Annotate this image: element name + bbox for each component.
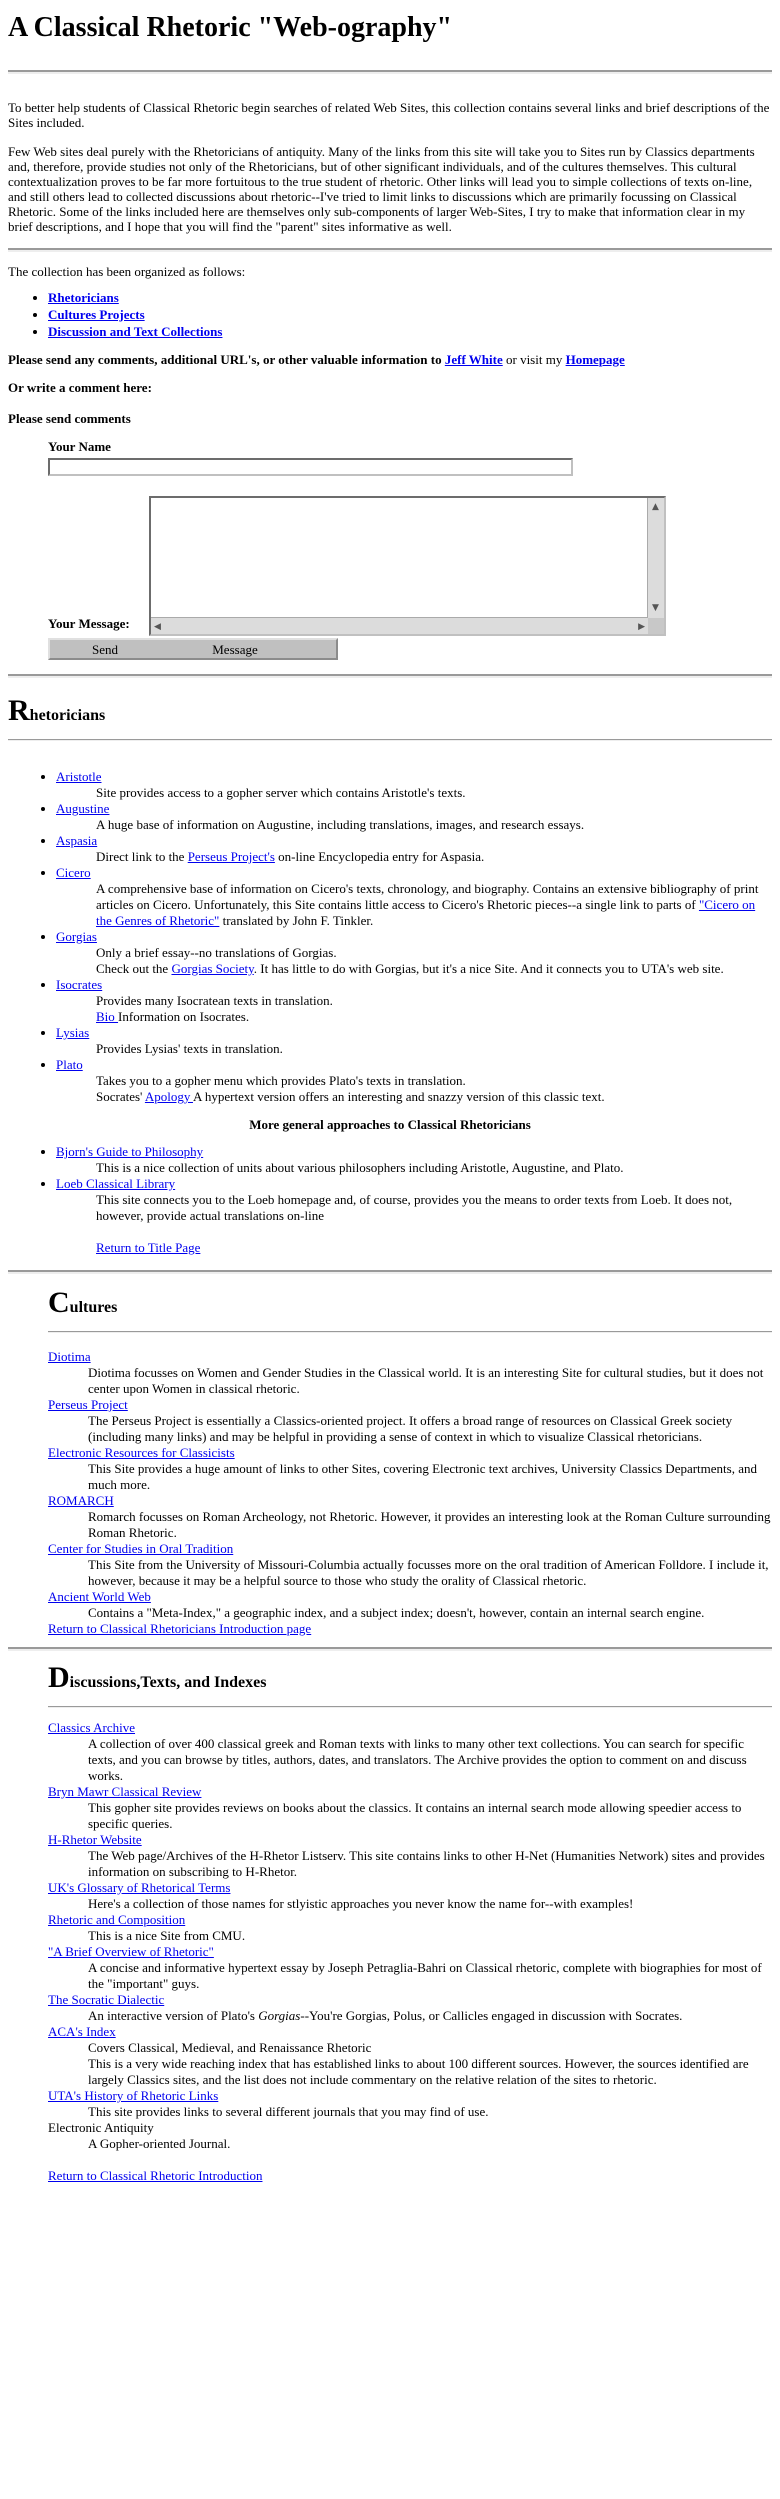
return-to-intro-link[interactable]: Return to Classical Rhetoricians Introduction page	[48, 1621, 312, 1636]
page	[0, 12, 780, 2183]
return-to-introduction-link[interactable]: Return to Classical Rhetoric Introduction	[48, 2168, 263, 2183]
send-message-button[interactable]	[48, 638, 338, 660]
site-description: Romarch focusses on Roman Archeology, not Rhetoric. However, it provides an interesting look at the Roman Culture surrounding Roman Rhetoric.	[88, 1509, 771, 1540]
list-item	[48, 1944, 772, 1960]
site-link-plato[interactable]: Plato	[56, 1057, 83, 1072]
site-description	[88, 2008, 772, 2024]
gorgias-society-link[interactable]: Gorgias Society	[171, 961, 254, 976]
contact-line	[8, 352, 772, 367]
site-description: A huge base of information on Augustine, including translations, images, and research essays.	[96, 817, 585, 832]
divider	[8, 674, 772, 678]
section-initial: D	[48, 1661, 70, 1694]
section-title-text: hetoricians	[29, 707, 106, 724]
site-description: Provides many Isocratean texts in translation.	[96, 993, 333, 1008]
site-description: This site provides links to several different journals that you may find of use.	[88, 2104, 489, 2119]
section-title-text: ultures	[69, 1299, 118, 1316]
site-description	[96, 1009, 772, 1025]
site-link-gorgias[interactable]: Gorgias	[56, 929, 97, 944]
scroll-right-icon[interactable]: ▶	[638, 622, 645, 632]
site-description: This is a nice collection of units about various philosophers including Aristotle, Augustine, and Plato.	[96, 1160, 624, 1175]
scroll-up-icon[interactable]: ▲	[652, 502, 659, 512]
cicero-genres-link[interactable]: "Cicero on the Genres of Rhetoric"	[96, 897, 756, 928]
homepage-link[interactable]: Homepage	[565, 352, 625, 367]
site-description: This is a nice Site from CMU.	[88, 1928, 246, 1943]
site-description: This is a very wide reaching index that has established links to about 100 different sources. However, the sources identified are largely Classics sites, and the list does not include commentary on the relative relation of the sites to rhetoric.	[88, 2056, 749, 2087]
rhetoricians-list	[8, 769, 772, 1105]
site-description: Provides Lysias' texts in translation.	[96, 1041, 283, 1056]
list-item	[48, 1912, 772, 1928]
cultures-section	[8, 1288, 772, 1323]
section-initial: C	[48, 1286, 70, 1319]
toc-link-discussions[interactable]: Discussion and Text Collections	[48, 324, 223, 339]
site-link-romarch[interactable]: ROMARCH	[48, 1493, 114, 1508]
site-link-uk-glossary[interactable]: UK's Glossary of Rhetorical Terms	[48, 1880, 231, 1895]
vertical-scrollbar[interactable]	[647, 498, 664, 618]
desc-text: . It has little to do with Gorgias, but it's a nice Site. And it connects you to UTA's web site.	[253, 961, 724, 976]
page-title: A Classical Rhetoric "Web-ography"	[8, 12, 453, 43]
divider	[8, 70, 772, 74]
or-comment-label: Or write a comment here:	[8, 380, 152, 395]
toc-item	[48, 289, 772, 306]
perseus-link[interactable]: Perseus Project's	[187, 849, 275, 864]
desc-text: An interactive version of Plato's	[88, 2008, 259, 2023]
section-title-rhetoricians	[8, 696, 772, 731]
site-description	[96, 961, 772, 977]
name-label: Your Name	[48, 439, 111, 454]
toc-item	[48, 323, 772, 340]
toc-lead: The collection has been organized as follows:	[8, 264, 246, 279]
desc-text: Information on Isocrates.	[118, 1009, 250, 1024]
scroll-left-icon[interactable]: ◀	[154, 622, 161, 632]
site-description: The Web page/Archives of the H-Rhetor Listserv. This site contains links to other H-Net (Humanities Network) sites and provides information on subscribing to H-Rhetor.	[88, 1848, 765, 1879]
site-description: The Perseus Project is essentially a Classics-oriented project. It offers a broad range of resources on Classical Greek society (including many links) and may be helpful in providing a sense of context in which to visualize Classical rhetoricians.	[88, 1413, 733, 1444]
site-description	[96, 881, 772, 929]
site-description: Only a brief essay--no translations of Gorgias.	[96, 945, 337, 960]
list-item-plain: Electronic Antiquity	[48, 2120, 154, 2135]
intro-paragraph-2: Few Web sites deal purely with the Rhetoricians of antiquity. Many of the links from this site will take you to Sites run by Classics departments and, therefore, provide studies not only of the Rhetoricians, but of other significant individuals, and of the cultures themselves. This cultural contextualization proves to be far more fortuitous to the true student of rhetoric. Other links will lead you to simple collections of texts on-line, and still others lead to collected discussions about rhetoric--I've tried to limit links to discussions which are primarily focussing on Classical Rhetoric. Some of the links included here are themselves only sub-components of larger Web-Sites, I try to make that information clear in my brief descriptions, and I hope that you will find the "parent" sites informative as well.	[8, 144, 755, 234]
list-item	[48, 1784, 772, 1800]
general-list	[8, 1144, 772, 1256]
list-item	[48, 1397, 772, 1413]
site-link-oral-tradition[interactable]: Center for Studies in Oral Tradition	[48, 1541, 234, 1556]
list-item	[56, 833, 772, 865]
discussions-list	[8, 1720, 772, 2152]
site-link-uta-history[interactable]: UTA's History of Rhetoric Links	[48, 2088, 219, 2103]
message-row	[8, 486, 772, 636]
comment-form	[48, 439, 772, 476]
site-description: Site provides access to a gopher server which contains Aristotle's texts.	[96, 785, 466, 800]
scroll-down-icon[interactable]: ▼	[652, 603, 659, 613]
list-item	[56, 769, 772, 801]
site-link-isocrates[interactable]: Isocrates	[56, 977, 103, 992]
send-button-label: Send	[92, 641, 118, 657]
list-item	[48, 1720, 772, 1736]
site-description: A Gopher-oriented Journal.	[88, 2136, 231, 2151]
list-item	[56, 929, 772, 977]
site-description: A collection of over 400 classical greek and Roman texts with links to many other text collections. You can search for specific texts, and you can browse by titles, authors, dates, and translators. The Archive provides the option to comment on and discuss works.	[88, 1736, 747, 1783]
site-description: This site connects you to the Loeb homepage and, of course, provides you the means to order texts from Loeb. It does not, however, provide actual translations on-line	[96, 1192, 733, 1223]
site-description: This gopher site provides reviews on books about the classics. It contains an internal search mode allowing speedier access to specific queries.	[88, 1800, 742, 1831]
site-link-loeb[interactable]: Loeb Classical Library	[56, 1176, 176, 1191]
toc-link-cultures[interactable]: Cultures Projects	[48, 307, 145, 322]
list-item	[48, 1541, 772, 1557]
horizontal-scrollbar[interactable]	[151, 617, 648, 634]
list-item	[48, 1445, 772, 1461]
list-item	[48, 1493, 772, 1509]
site-link-augustine[interactable]: Augustine	[56, 801, 110, 816]
toc-link-rhetoricians[interactable]: Rhetoricians	[48, 290, 119, 305]
contact-middle: or visit my	[502, 352, 566, 367]
site-link-brief-overview[interactable]: "A Brief Overview of Rhetoric"	[48, 1944, 214, 1959]
scroll-corner	[648, 618, 664, 634]
site-description: Here's a collection of those names for stlyistic approaches you never know the name for--with examples!	[88, 1896, 634, 1911]
divider	[8, 248, 772, 252]
general-approaches-heading: More general approaches to Classical Rhetoricians	[249, 1117, 531, 1132]
desc-text: A comprehensive base of information on Cicero's texts, chronology, and biography. Contains an extensive bibliography of print articles on Cicero. Unfortunately, this Site contains little access to Cicero's Rhetoric pieces--a single link to parts of	[96, 881, 759, 912]
contact-text: Please send any comments, additional URL's, or other valuable information to	[8, 352, 445, 367]
list-item	[48, 1621, 772, 1637]
list-item	[56, 1176, 772, 1256]
site-link-bjorns-guide[interactable]: Bjorn's Guide to Philosophy	[56, 1144, 204, 1159]
message-textarea[interactable]	[149, 496, 666, 636]
return-to-title-link[interactable]: Return to Title Page	[96, 1240, 201, 1255]
site-link-ancient-world-web[interactable]: Ancient World Web	[48, 1589, 151, 1604]
section-title-cultures	[48, 1288, 772, 1323]
site-link-socratic-dialectic[interactable]: The Socratic Dialectic	[48, 1992, 165, 2007]
section-title-discussions	[48, 1663, 772, 1698]
return-wrapper	[96, 1240, 772, 1256]
site-link-aca-index[interactable]: ACA's Index	[48, 2024, 116, 2039]
site-link-electronic-resources[interactable]: Electronic Resources for Classicists	[48, 1445, 235, 1460]
divider	[48, 1331, 772, 1333]
section-title-text: iscussions,Texts, and Indexes	[69, 1674, 267, 1691]
site-description: Takes you to a gopher menu which provides Plato's texts in translation.	[96, 1073, 466, 1088]
desc-text: --You're Gorgias, Polus, or Callicles engaged in discussion with Socrates.	[300, 2008, 683, 2023]
site-link-cicero[interactable]: Cicero	[56, 865, 91, 880]
list-item	[56, 1057, 772, 1105]
list-item	[56, 865, 772, 929]
site-link-diotima[interactable]: Diotima	[48, 1349, 91, 1364]
return-wrapper	[48, 2168, 772, 2183]
site-link-aristotle[interactable]: Aristotle	[56, 769, 102, 784]
list-item	[48, 1992, 772, 2008]
site-description	[96, 1089, 772, 1105]
list-item	[48, 2088, 772, 2104]
divider	[8, 1270, 772, 1274]
desc-text: Check out the	[96, 961, 172, 976]
list-item	[48, 1880, 772, 1896]
list-item	[56, 1025, 772, 1057]
send-button-label-2: Message	[212, 641, 258, 657]
section-initial: R	[8, 694, 30, 727]
site-link-classics-archive[interactable]: Classics Archive	[48, 1720, 136, 1735]
list-item	[56, 977, 772, 1025]
site-link-lysias[interactable]: Lysias	[56, 1025, 90, 1040]
site-link-aspasia[interactable]: Aspasia	[56, 833, 98, 848]
site-link-rhetoric-composition[interactable]: Rhetoric and Composition	[48, 1912, 186, 1927]
toc-item	[48, 306, 772, 323]
list-item	[48, 1832, 772, 1848]
toc-list	[8, 289, 772, 340]
desc-text: on-line Encyclopedia entry for Aspasia.	[274, 849, 485, 864]
desc-text: Direct link to the	[96, 849, 188, 864]
site-description: This Site provides a huge amount of links to other Sites, covering Electronic text archives, University Classics Departments, and much more.	[88, 1461, 757, 1492]
desc-text: A hypertext version offers an interesting and snazzy version of this classic text.	[192, 1089, 605, 1104]
desc-text: translated by John F. Tinkler.	[219, 913, 374, 928]
site-description: A concise and informative hypertext essay by Joseph Petraglia-Bahri on Classical rhetoric, complete with biographies for most of the "important" guys.	[88, 1960, 762, 1991]
desc-text: Socrates'	[96, 1089, 145, 1104]
intro-paragraph-1: To better help students of Classical Rhetoric begin searches of related Web Sites, this collection contains several links and brief descriptions of the Sites included.	[8, 100, 770, 130]
list-item	[56, 1144, 772, 1176]
cultures-list	[8, 1349, 772, 1637]
list-item	[48, 1589, 772, 1605]
name-input[interactable]	[48, 458, 573, 476]
apology-link[interactable]: Apology	[144, 1089, 193, 1104]
divider	[48, 1706, 772, 1708]
author-link[interactable]: Jeff White	[444, 352, 503, 367]
site-link-h-rhetor[interactable]: H-Rhetor Website	[48, 1832, 142, 1847]
list-item	[56, 801, 772, 833]
site-description: This Site from the University of Missouri-Columbia actually focusses more on the oral tradition of American Folldore. I include it, however, because it may be a helpful source to those who study the orality of Classical rhetoric.	[88, 1557, 769, 1588]
isocrates-bio-link[interactable]: Bio	[96, 1009, 119, 1024]
list-item	[48, 2024, 772, 2040]
please-send-label: Please send comments	[8, 411, 131, 426]
site-description	[96, 849, 772, 865]
discussions-section	[8, 1663, 772, 1698]
site-description: Diotima focusses on Women and Gender Studies in the Classical world. It is an interesting Site for cultural studies, but it does not center upon Women in classical rhetoric.	[88, 1365, 764, 1396]
site-link-bryn-mawr[interactable]: Bryn Mawr Classical Review	[48, 1784, 202, 1799]
divider	[8, 1647, 772, 1651]
site-description: Covers Classical, Medieval, and Renaissance Rhetoric	[88, 2040, 372, 2055]
site-link-perseus[interactable]: Perseus Project	[48, 1397, 128, 1412]
list-item	[48, 1349, 772, 1365]
message-label: Your Message:	[48, 616, 130, 631]
divider	[8, 739, 772, 741]
site-description: Contains a "Meta-Index," a geographic index, and a subject index; doesn't, however, contain an internal search engine.	[88, 1605, 705, 1620]
desc-emphasis: Gorgias	[258, 2008, 301, 2023]
